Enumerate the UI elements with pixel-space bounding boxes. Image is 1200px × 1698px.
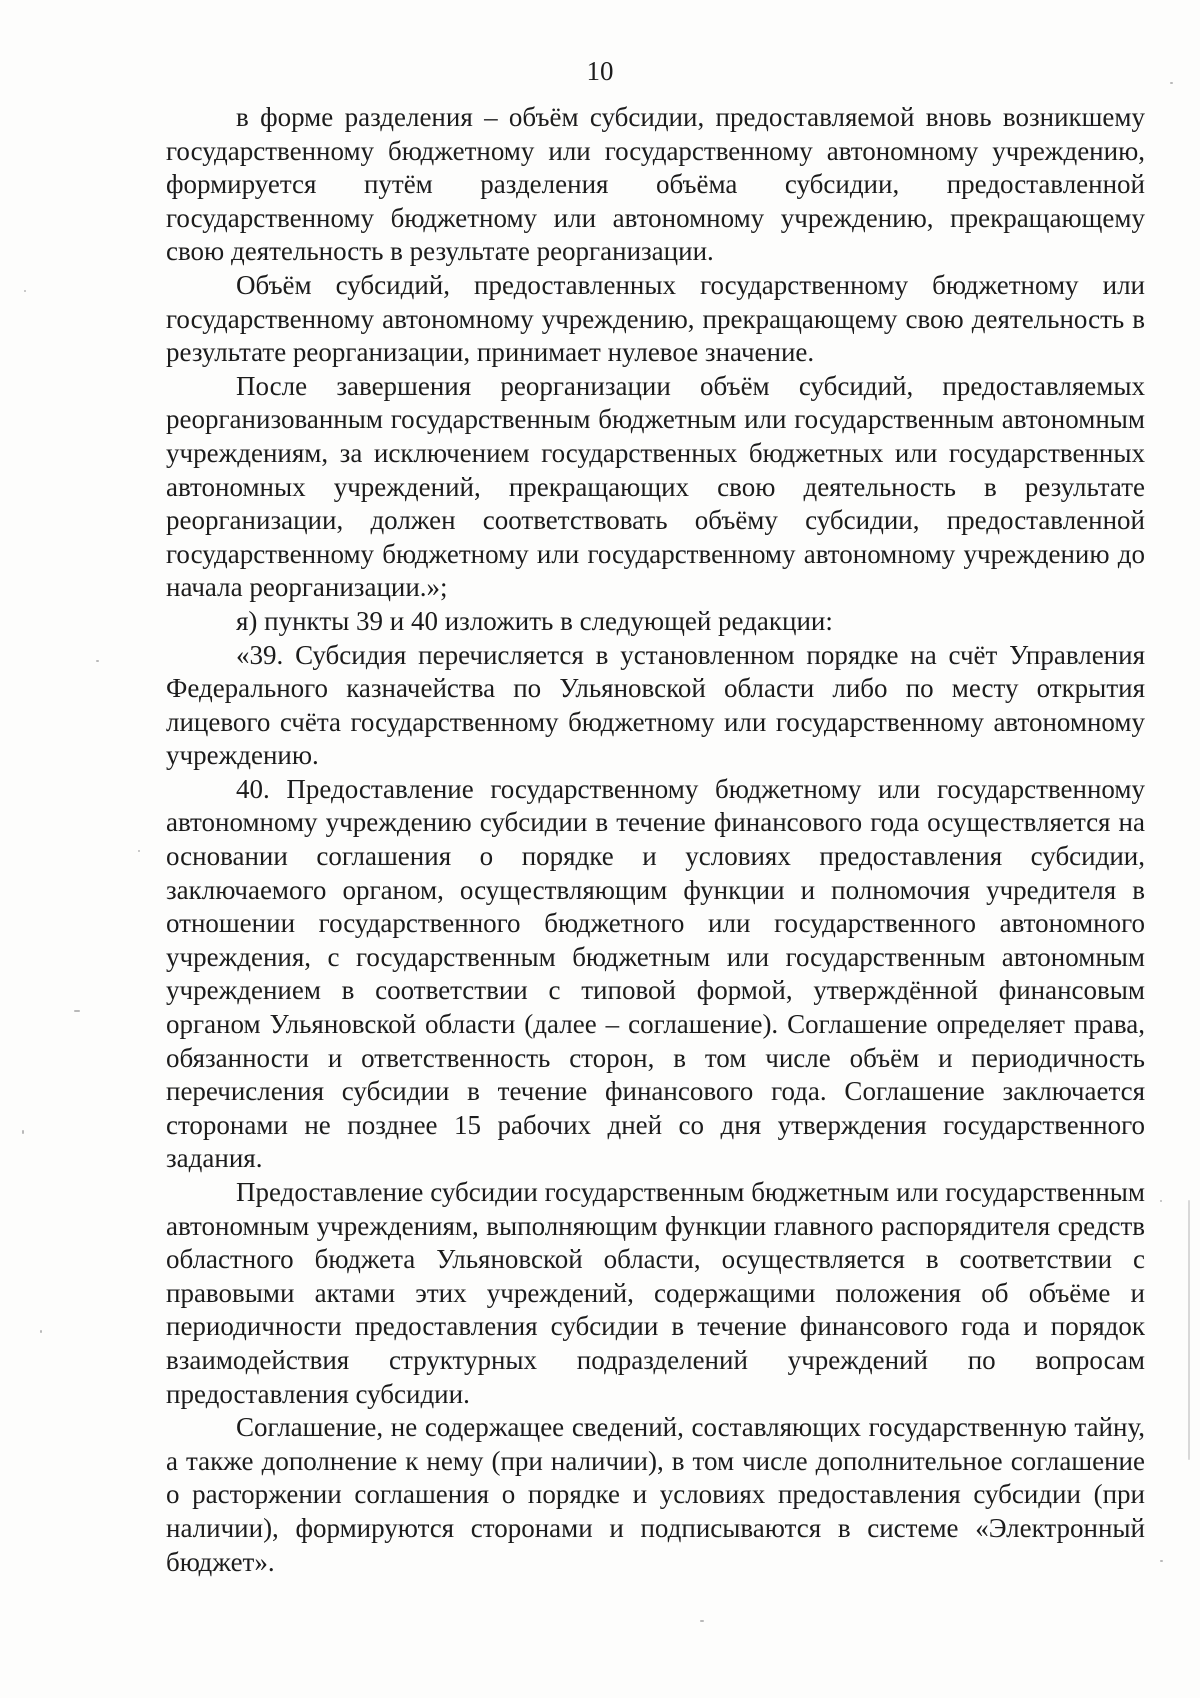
scan-speck: [24, 290, 26, 292]
document-body: [166, 101, 1145, 1579]
scan-speck: [138, 850, 140, 852]
scan-speck: [1160, 1560, 1163, 1562]
scan-speck: [22, 1130, 24, 1134]
paragraph: «39. Субсидия перечисляется в установленном порядке на счёт Управления Федерального казначейства по Ульяновской области либо по месту открытия лицевого счёта государственному бюджетному или государственному автономному учреждению.: [166, 639, 1145, 771]
page-number: 10: [586, 56, 614, 86]
paragraph: После завершения реорганизации объём субсидий, предоставляемых реорганизованным государственным бюджетным или государственным автономным учреждениям, за исключением государственных бюджетных или государственных автономных учреждений, прекращающих свою деятельность в результате реорганизации, должен соответствовать объёму субсидии, предоставленной государственному бюджетному или государственному автономному учреждению до начала реорганизации.»;: [166, 370, 1145, 603]
scan-speck: [1160, 1200, 1162, 1202]
paragraph: Предоставление субсидии государственным бюджетным или государственным автономным учреждениям, выполняющим функции главного распорядителя средств областного бюджета Ульяновской области, осуществляется в соответствии с правовыми актами этих учреждений, содержащими положения об объёме и периодичности предоставления субсидии в течение финансового года и порядок взаимодействия структурных подразделений учреждений по вопросам предоставления субсидии.: [166, 1177, 1145, 1409]
scan-speck: [1188, 1200, 1190, 1460]
scan-speck: [1170, 82, 1173, 84]
paragraph: Объём субсидий, предоставленных государственному бюджетному или государственному автономному учреждению, прекращающему свою деятельность в результате реорганизации, принимает нулевое значение.: [166, 269, 1145, 368]
paragraph: я) пункты 39 и 40 изложить в следующей редакции:: [236, 605, 833, 636]
paragraph: в форме разделения – объём субсидии, предоставляемой вновь возникшему государственному бюджетному или государственному автономному учреждению, формируется путём разделения объёма субсидии, предоставленной государственному бюджетному или автономному учреждению, прекращающему свою деятельность в результате реорганизации.: [166, 102, 1145, 267]
paragraph: Соглашение, не содержащее сведений, составляющих государственную тайну, а также дополнение к нему (при наличии), в том числе дополнительное соглашение о расторжении соглашения о порядке и условиях предоставления субсидии (при наличии), формируются сторонами и подписываются в системе «Электронный бюджет».: [166, 1412, 1145, 1577]
scan-speck: [96, 660, 99, 662]
scan-speck: [40, 1330, 42, 1333]
scan-speck: [700, 1620, 704, 1622]
scan-speck: [74, 1010, 80, 1012]
paragraph: 40. Предоставление государственному бюджетному или государственному автономному учреждению субсидии в течение финансового года осуществляется на основании соглашения о порядке и условиях предоставления субсидии, заключаемого органом, осуществляющим функции и полномочия учредителя в отношении государственного бюджетного или государственного автономного учреждения, с государственным бюджетным или государственным автономным учреждением в соответствии с типовой формой, утверждённой финансовым органом Ульяновской области (далее – соглашение). Соглашение определяет права, обязанности и ответственность сторон, в том числе объём и периодичность перечисления субсидии в течение финансового года. Соглашение заключается сторонами не позднее 15 рабочих дней со дня утверждения государственного задания.: [166, 773, 1145, 1174]
